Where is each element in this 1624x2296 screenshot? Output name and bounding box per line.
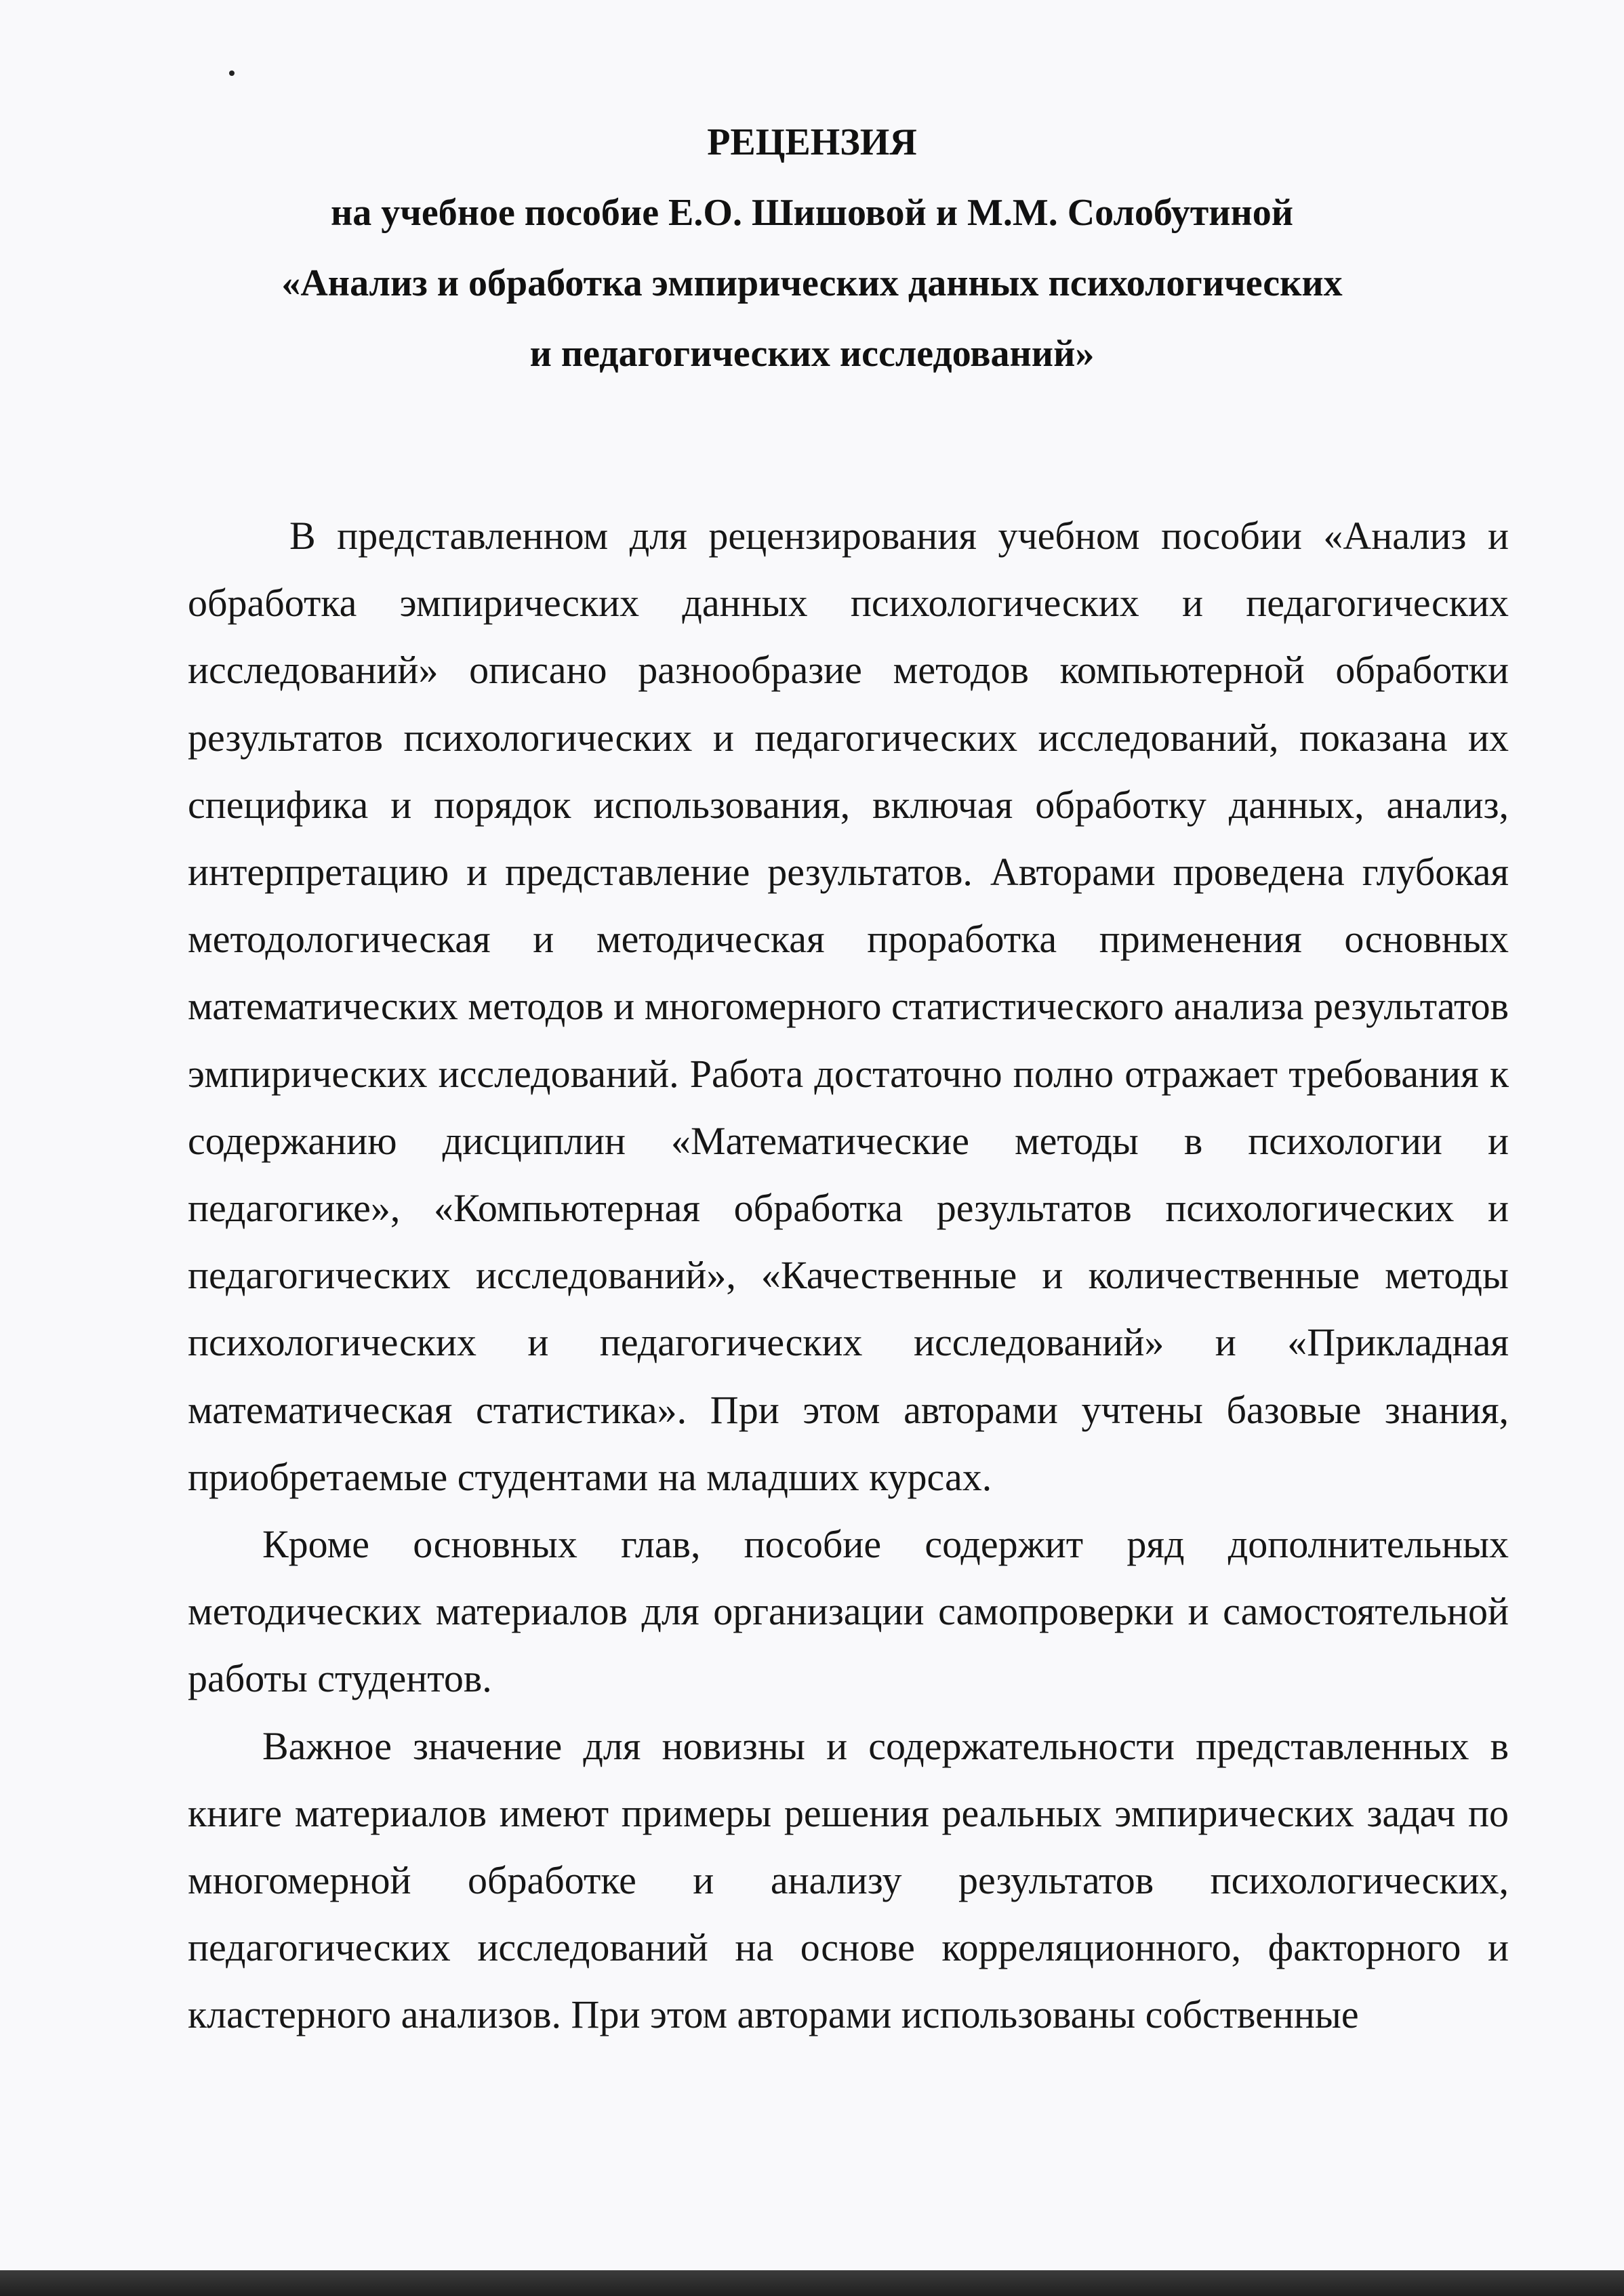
document-title: РЕЦЕНЗИЯ (707, 121, 917, 163)
document-body (188, 502, 1509, 2049)
review-subject-line: на учебное пособие Е.О. Шишовой и М.М. Солобутиной (330, 192, 1293, 234)
paragraph-1: В представленном для рецензирования учебном пособии «Анализ и обработка эмпирических данных психологических и педагогических исследований» описано разнообразие методов компьютерной обработки результатов психологических и педагогических исследований, показана их специфика и порядок использования, включая обработку данных, анализ, интерпретацию и представление результатов. Авторами проведена глубокая методологическая и методическая проработка применения основных математических методов и многомерного статистического анализа результатов эмпирических исследований. Работа достаточно полно отражает требования к содержанию дисциплин «Математические методы в психологии и педагогике», «Компьютерная обработка результатов психологических и педагогических исследований», «Качественные и количественные методы психологических и педагогических исследований» и «Прикладная математическая статистика». При этом авторами учтены базовые знания, приобретаемые студентами на младших курсах. (188, 514, 1509, 1499)
scan-speck (229, 70, 235, 76)
scanner-edge (0, 2270, 1624, 2296)
paragraph-3: Важное значение для новизны и содержательности представленных в книге материалов имеют примеры решения реальных эмпирических задач по многомерной обработке и анализу результатов психологических, педагогических исследований на основе корреляционного, факторного и кластерного анализов. При этом авторами использованы собственные (188, 1723, 1509, 2037)
book-title-line-2: и педагогических исследований» (529, 333, 1095, 375)
paragraph-2: Кроме основных глав, пособие содержит ряд дополнительных методических материалов для организации самопроверки и самостоятельной работы студентов. (188, 1522, 1509, 1701)
book-title-line-1: «Анализ и обработка эмпирических данных психологических (281, 262, 1343, 304)
document-header (0, 107, 1624, 389)
